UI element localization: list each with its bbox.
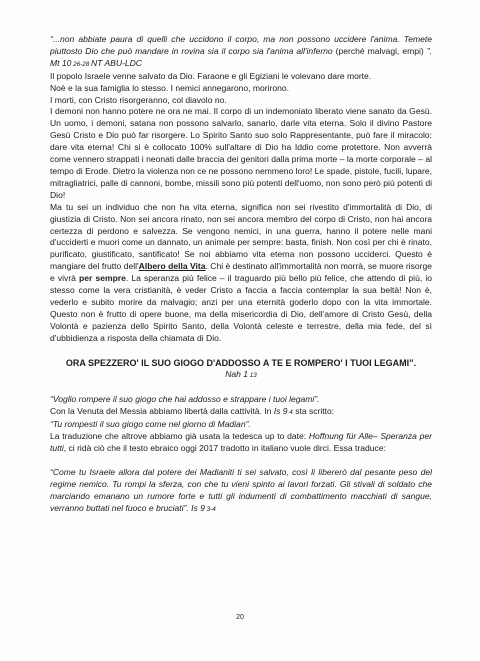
quote-matthew xyxy=(50,34,432,71)
paragraph-text: Ma tu sei un individuo che non ha vita eterna, significa non sei rivestito d'immortalità di Dio, di giustizia di Cristo. Non sei ancora rinato, non sei ancora membro del corpo di Cristo, non hai ancora certezza di perdono e salvezza. Se vengono nemici, in una guerra, hanno il potere nelle mani d'ucciderti e muori come un dannato, un animale per sempre: basta, finish. Non così per chi è rinato, purificato, giustificato, santificato! Se noi abbiamo vita eterna non possono ucciderci. Questo è mangiare del frutto dell' xyxy=(50,201,432,272)
heading-reference xyxy=(50,369,432,382)
line-dead: I morti, con Cristo risorgeranno, col diavolo no. xyxy=(50,94,227,105)
paragraph-text: sta scritto: xyxy=(292,406,335,417)
quote-verses: 3-4 xyxy=(204,505,216,513)
paragraph-text: . La speranza più felice – il traguardo più bello più felice, che attendo di più, io stesso come la vera cristianità, è veder Cristo a faccia a faccia contemplar la sua beltà! Non è, vederlo e subito morire da malvagio; anzi per una eternità goderlo dopo con la vita immortale. Questo non è frutto di opere buone, ma della misericordia di Dio, dell'amore di Cristo Gesù, della Volontà e pazienza dello Spirito Santo, della Volontà celeste e terrestre, della mia fede, del sì d'ubbidienza a risposta della chiamata di Dio. xyxy=(50,273,432,343)
paragraph-demons: I demoni non hanno potere ne ora ne mai. Il corpo di un indemoniato liberato viene sanato da Gesù. Un uomo, i demoni, satana non possono salvarlo, sanarlo, darle vita eterna. Solo il divino Pastore Gesù Cristo e Dio può far risorgere. Lo Spirito Santo suo solo Rappresentante, può fare il miracolo: dare vita eterna! Chi si è collocato 100% sull'altare di Dio ha Iddio come protettore. Non avverrà come vennero strappati i neonati dalle braccia dei genitori dalla prima morte – la morte corporale – al tempo di Erode. Dietro la violenza non ce ne possono nemmeno loro! Le spade, pistole, fucili, lupare, mitragliatrici, palle di cannoni, bombe, missili sono più potenti dell'uomo, non sono però più potenti di Dio! xyxy=(50,106,432,200)
quote-isaiah xyxy=(50,467,432,516)
paragraph-text: . Chi è destinato all'immortalità non morrà, se muore risorge e vivrà xyxy=(50,261,432,284)
heading-book: Nah 1 xyxy=(225,369,249,380)
translation-title: Hoffnung für Alle– Speranza per tutti xyxy=(50,431,432,453)
quote-madian: “Tu rompesti il suo giogo come nel giorno di Madian”. xyxy=(50,419,251,430)
quote-break-yoke: “Voglio rompere il suo giogo che hai addosso e strappare i tuoi legami”. xyxy=(50,394,320,405)
paragraph-text: , ci ridà ciò che il testo ebraico oggi 2017 tradotto in italiano vuole dirci. Essa traduce: xyxy=(63,443,386,453)
spacer xyxy=(50,455,432,467)
quote-text: “Come tu Israele allora dal potere dei Madianiti ti sei salvato, così li libererò dal pesante peso del regime nemico. Tu rompi la sferza, con che tu vieni spinto ai lavori forzati. Gli stivali di soldato che marciando emanano un rumore forte e tutti gli indumenti di combattimento macchiati di sangue, verranno buttati nel fuoco e bruciati”. Is 9 xyxy=(50,466,432,513)
page-number: 20 xyxy=(236,614,244,621)
ref-isaiah: Is 9 xyxy=(273,406,288,417)
paragraph-eternal-life xyxy=(50,202,432,345)
paragraph-translation xyxy=(50,431,432,455)
paragraph-messiah xyxy=(50,406,432,419)
quote-version: NT ABU-LDC xyxy=(91,57,142,68)
quote-close: ”. Mt 10 xyxy=(50,45,432,68)
quote-gloss: (perché malvagi, empi) xyxy=(332,45,427,56)
tree-of-life: Albero della Vita xyxy=(138,261,206,272)
quote-verses: 26-28 xyxy=(71,60,91,68)
line-israel: Il popolo Israele venne salvato da Dio. Faraone e gli Egiziani le volevano dare morte. xyxy=(50,70,372,81)
heading-verse: 13 xyxy=(248,372,257,380)
paragraph-text: Con la Venuta del Messia abbiamo libertà dalla cattività. In xyxy=(50,406,274,417)
paragraph-text: La traduzione che altrove abbiamo già usata la tedesca up to date: xyxy=(50,431,309,442)
section-heading: ORA SPEZZERO' IL SUO GIOGO D'ADDOSSO A TE E ROMPERO' I TUOI LEGAMI”. xyxy=(65,357,417,368)
spacer xyxy=(50,382,432,394)
quote-text: “...non abbiate paura di quelli che uccidono il corpo, ma non possono uccidere l'anima. Temete piuttosto Dio che può mandare in rovina sia il corpo sia l'anima all'inferno xyxy=(50,34,432,56)
forever-emphasis: per sempre xyxy=(79,273,126,284)
line-noah: Noè e la sua famiglia lo stesso. I nemici annegarono, morirono. xyxy=(50,82,289,93)
ref-isaiah-verse: 4 xyxy=(287,409,293,417)
